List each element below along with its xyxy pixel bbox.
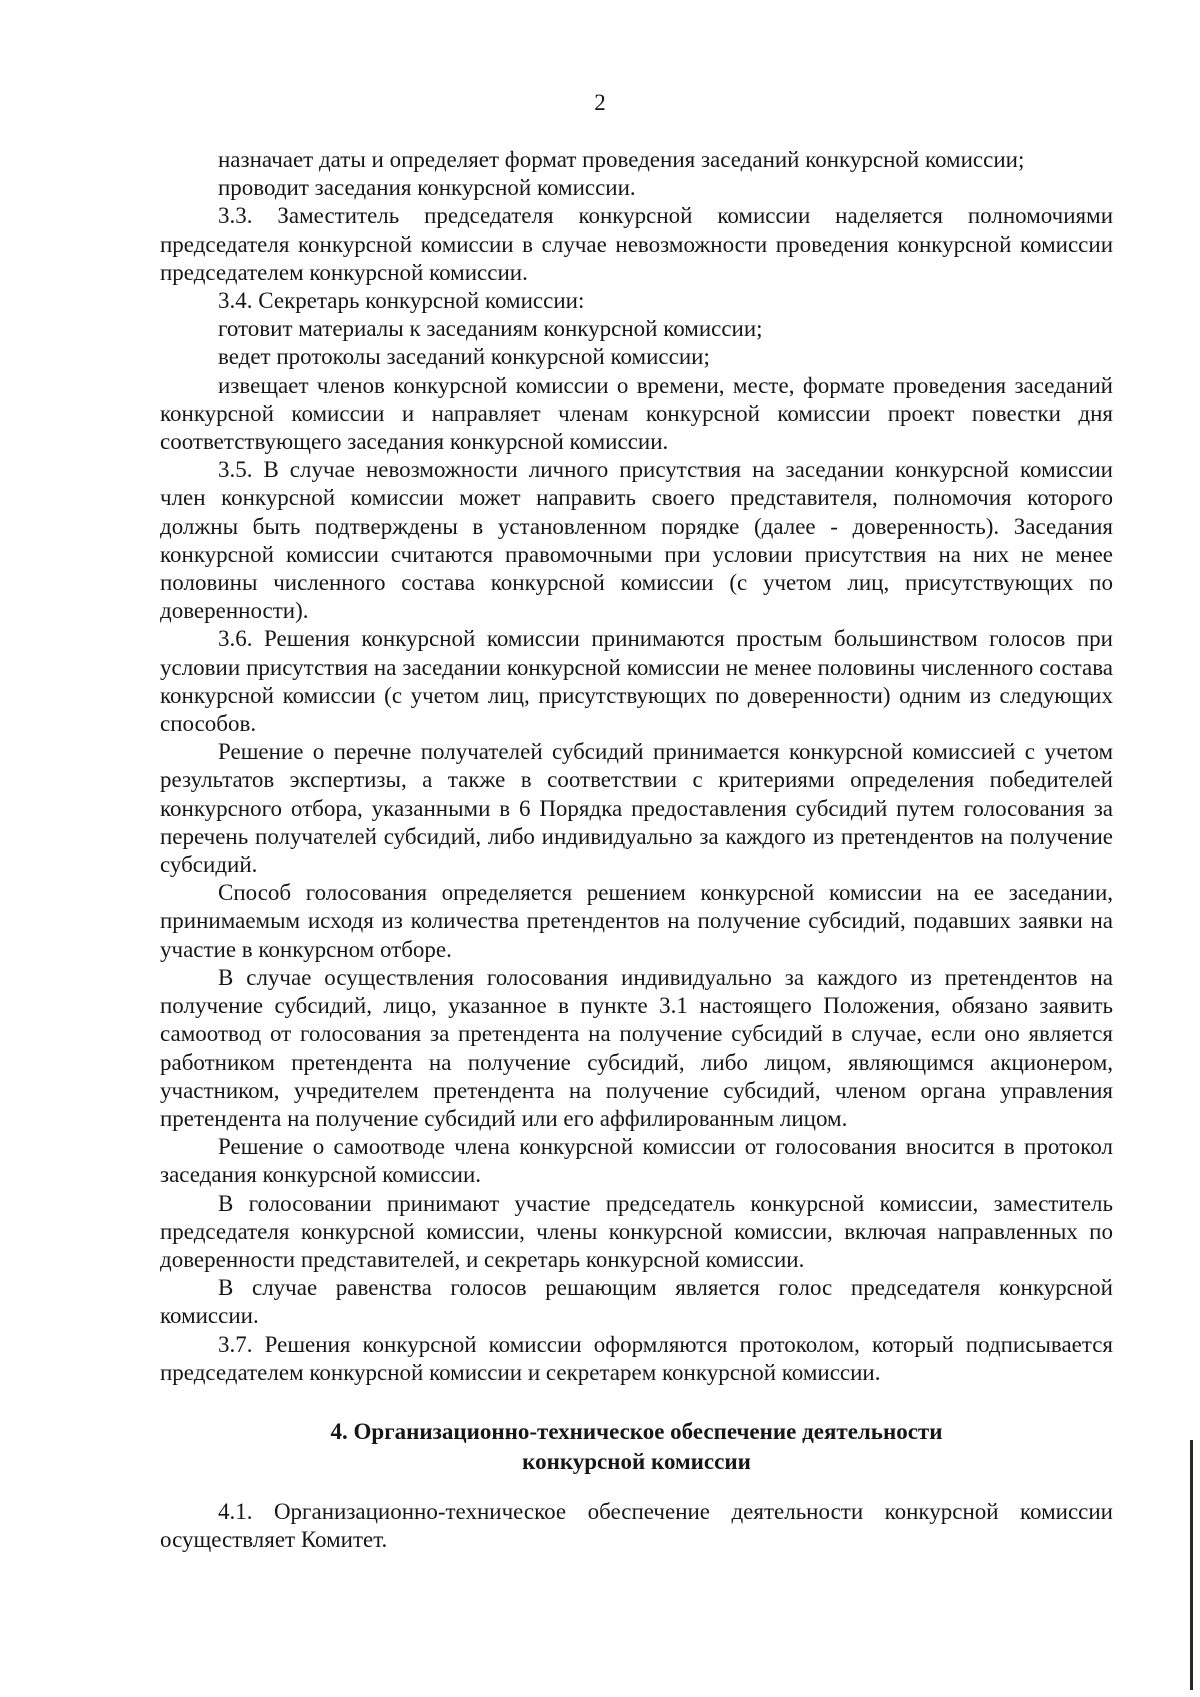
paragraph-3-5: 3.5. В случае невозможности личного присутствия на заседании конкурсной комиссии член конкурсной комиссии может направить своего представителя, полномочия которого должны быть подтверждены в установленном порядке (далее - доверенность). Заседания конкурсной комиссии считаются правомочными при условии присутствия на них не менее половины численного состава конкурсной комиссии (с учетом лиц, присутствующих по доверенности). (160, 457, 1113, 624)
paragraph-3-6-participants: В голосовании принимают участие председатель конкурсной комиссии, заместитель председателя конкурсной комиссии, члены конкурсной комиссии, включая направленных по доверенности представителей, и секретарь конкурсной комиссии. (160, 1190, 1113, 1272)
section-4-heading (160, 1417, 1113, 1477)
paragraph-3-3: 3.3. Заместитель председателя конкурсной комиссии наделяется полномочиями председателя конкурсной комиссии в случае невозможности проведения конкурсной комиссии председателем конкурсной комиссии. (160, 203, 1113, 285)
paragraph-2: проводит заседания конкурсной комиссии. (218, 175, 636, 201)
section-4-heading-line-1: 4. Организационно-техническое обеспечение деятельности (330, 1419, 943, 1444)
paragraph-3-6-tie: В случае равенства голосов решающим является голос председателя конкурсной комиссии. (160, 1275, 1113, 1329)
scan-edge-mark (1190, 1440, 1193, 1690)
paragraph-1: назначает даты и определяет формат проведения заседаний конкурсной комиссии; (218, 147, 1025, 172)
paragraph-3-6-decision: Решение о перечне получателей субсидий принимается конкурсной комиссией с учетом результатов экспертизы, а также в соответствии с критериями определения победителей конкурсного отбора, указанными в 6 Порядка предоставления субсидий путем голосования за перечень получателей субсидий, либо индивидуально за каждого из претендентов на получение субсидий. (160, 739, 1113, 878)
paragraph-3-4-item-1: готовит материалы к заседаниям конкурсной комиссии; (218, 316, 763, 342)
paragraph-3-4: 3.4. Секретарь конкурсной комиссии: (218, 288, 585, 314)
paragraph-3-4-item-2: ведет протоколы заседаний конкурсной комиссии; (218, 344, 710, 370)
paragraph-3-4-item-3: извещает членов конкурсной комиссии о времени, месте, формате проведения заседаний конкурсной комиссии и направляет членам конкурсной комиссии проект повестки дня соответствующего заседания конкурсной комиссии. (160, 372, 1113, 455)
section-4-heading-line-2: конкурсной комиссии (522, 1449, 751, 1474)
paragraph-3-6-individual-vote: В случае осуществления голосования индивидуально за каждого из претендентов на получение субсидий, лицо, указанное в пункте 3.1 настоящего Положения, обязано заявить самоотвод от голосования за претендента на получение субсидий в случае, если оно является работником претендента на получение субсидий, либо лицом, являющимся акционером, участником, учредителем претендента на получение субсидий, членом органа управления претендента на получение субсидий или его аффилированным лицом. (160, 964, 1113, 1131)
paragraph-3-6-method: Способ голосования определяется решением конкурсной комиссии на ее заседании, принимаемым исходя из количества претендентов на получение субсидий, подавших заявки на участие в конкурсном отборе. (160, 880, 1113, 962)
section-4-body (160, 1498, 1113, 1554)
paragraph-3-7: 3.7. Решения конкурсной комиссии оформляются протоколом, который подписывается председателем конкурсной комиссии и секретарем конкурсной комиссии. (160, 1331, 1113, 1385)
paragraph-3-6: 3.6. Решения конкурсной комиссии принимаются простым большинством голосов при условии присутствия на заседании конкурсной комиссии не менее половины численного состава конкурсной комиссии (с учетом лиц, присутствующих по доверенности) одним из следующих способов. (160, 626, 1113, 737)
document-body (160, 146, 1113, 1387)
paragraph-3-6-recusal: Решение о самоотводе члена конкурсной комиссии от голосования вносится в протокол заседания конкурсной комиссии. (160, 1134, 1113, 1188)
paragraph-4-1: 4.1. Организационно-техническое обеспечение деятельности конкурсной комиссии осуществляет Комитет. (160, 1499, 1113, 1553)
page-number: 2 (594, 90, 606, 115)
